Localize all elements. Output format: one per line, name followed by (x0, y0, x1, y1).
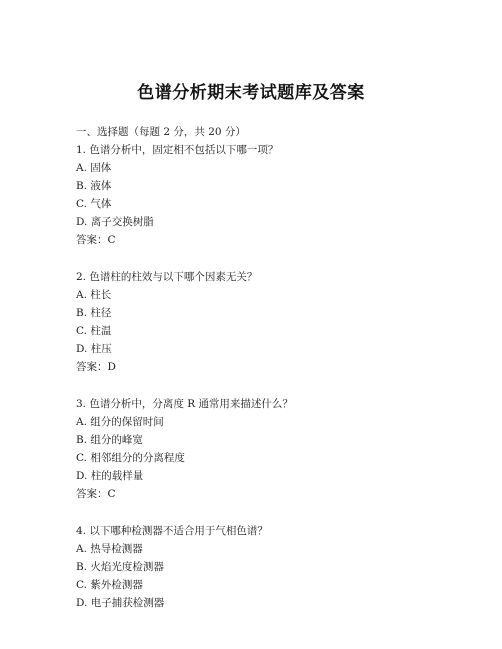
document-title: 色谱分析期末考试题库及答案 (137, 83, 365, 103)
spacer (76, 249, 436, 268)
answer-line: 答案：D (76, 361, 116, 373)
spacer (76, 503, 436, 522)
option-a: A. 组分的保留时间 (76, 416, 164, 428)
option-b: B. 组分的峰宽 (76, 434, 143, 446)
answer-line: 答案：C (76, 234, 116, 246)
section-heading: 一、选择题（每题 2 分，共 20 分） (76, 126, 246, 138)
option-b: B. 火焰光度检测器 (76, 561, 164, 573)
spacer (76, 376, 436, 395)
question-stem: 4. 以下哪种检测器不适合用于气相色谱？ (76, 525, 268, 537)
question-block (76, 141, 436, 249)
question-block (76, 268, 436, 376)
question-stem: 1. 色谱分析中，固定相不包括以下哪一项？ (76, 144, 279, 156)
option-c: C. 紫外检测器 (76, 579, 143, 591)
option-d: D. 离子交换树脂 (76, 216, 154, 228)
option-a: A. 固体 (76, 162, 112, 174)
option-a: A. 柱长 (76, 289, 112, 301)
option-c: C. 柱温 (76, 325, 112, 337)
option-b: B. 柱径 (76, 307, 112, 319)
question-stem: 3. 色谱分析中，分离度 R 通常用来描述什么？ (76, 398, 293, 410)
question-stem: 2. 色谱柱的柱效与以下哪个因素无关？ (76, 271, 258, 283)
option-d: D. 柱压 (76, 343, 112, 355)
exam-content (76, 123, 436, 612)
question-block (76, 395, 436, 503)
option-c: C. 相邻组分的分离程度 (76, 452, 185, 464)
option-d: D. 电子捕获检测器 (76, 597, 165, 609)
option-c: C. 气体 (76, 198, 112, 210)
answer-line: 答案：C (76, 488, 116, 500)
option-d: D. 柱的载样量 (76, 470, 144, 482)
question-block (76, 522, 436, 612)
option-b: B. 液体 (76, 180, 112, 192)
option-a: A. 热导检测器 (76, 543, 143, 555)
